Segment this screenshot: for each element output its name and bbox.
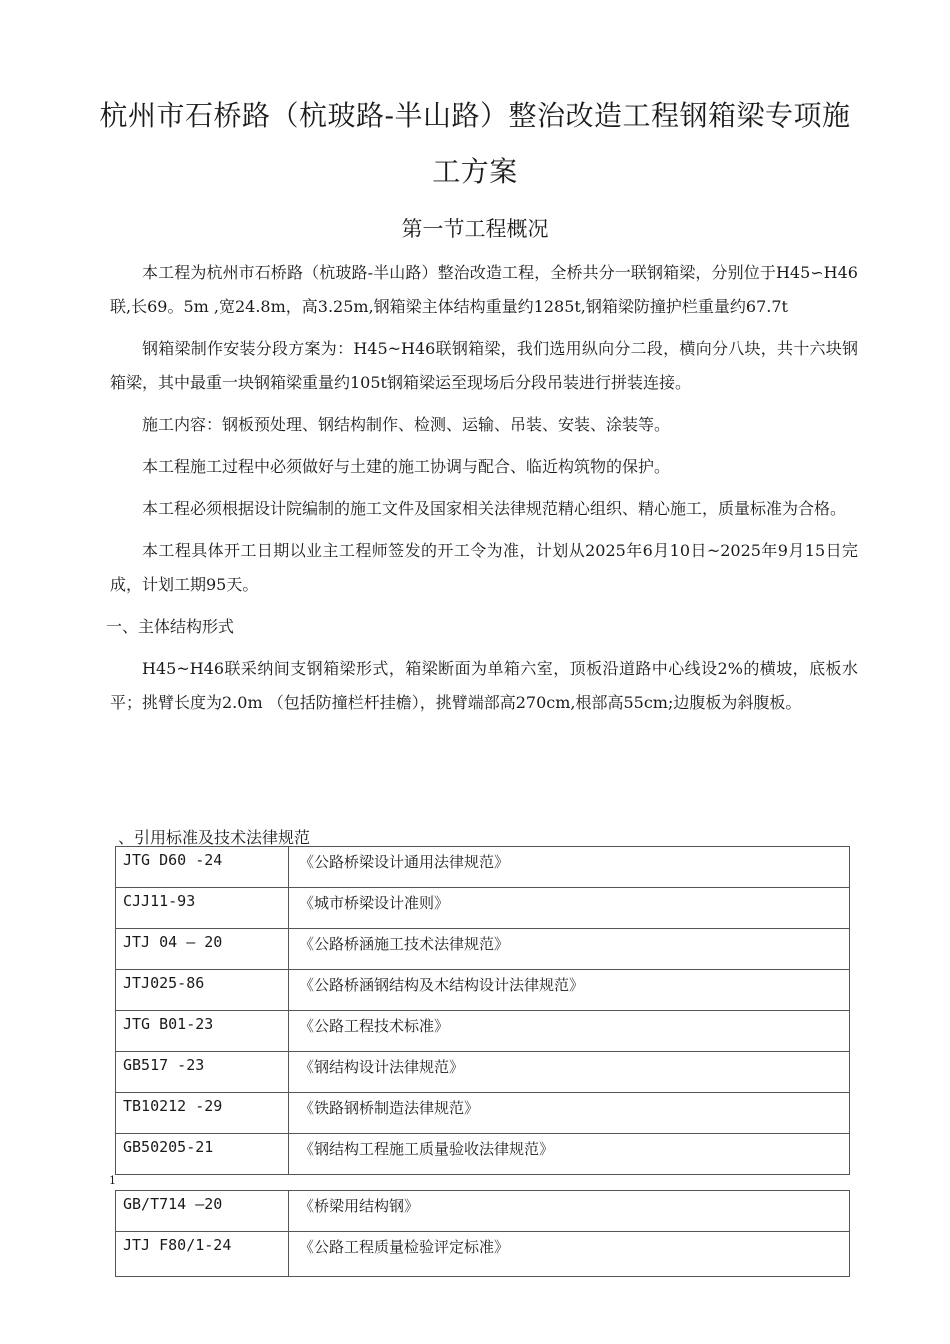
standards-table bbox=[115, 846, 850, 1175]
standards-table-continued bbox=[115, 1190, 850, 1277]
paragraph-coordination: 本工程施工过程中必须做好与土建的施工协调与配合、临近构筑物的保护。 bbox=[142, 457, 671, 476]
standard-name: 《钢结构工程施工质量验收法律规范》 bbox=[289, 1134, 850, 1175]
table-row bbox=[116, 970, 850, 1011]
standard-code: JTJ025-86 bbox=[116, 970, 289, 1011]
standard-code: GB50205-21 bbox=[116, 1134, 289, 1175]
paragraph-segmentation: 钢箱梁制作安装分段方案为：H45~H46联钢箱梁，我们选用纵向分二段，横向分八块，共十六块钢箱梁，其中最重一块钢箱梁重量约105t钢箱梁运至现场后分段吊装进行拼装连接。 bbox=[110, 339, 858, 392]
standard-code: JTG B01-23 bbox=[116, 1011, 289, 1052]
standard-name: 《公路桥涵施工技术法律规范》 bbox=[289, 929, 850, 970]
table-row bbox=[116, 1191, 850, 1232]
table-row bbox=[116, 888, 850, 929]
standard-code: GB/T714 —20 bbox=[116, 1191, 289, 1232]
table-row bbox=[116, 1052, 850, 1093]
table-row bbox=[116, 1093, 850, 1134]
table-row bbox=[116, 1134, 850, 1175]
title-line-2: 工方案 bbox=[432, 155, 518, 188]
standard-name: 《公路桥涵钢结构及木结构设计法律规范》 bbox=[289, 970, 850, 1011]
paragraph-structure: H45~H46联采纳间支钢箱梁形式，箱梁断面为单箱六室，顶板沿道路中心线设2%的横坡，底板水平；挑臂长度为2.0m （包括防撞栏杆挂檐），挑臂端部高270cm,根部高55cm;边腹板为斜腹板。 bbox=[110, 659, 858, 712]
paragraph-schedule: 本工程具体开工日期以业主工程师签发的开工令为准，计划从2025年6月10日~2025年9月15日完成，计划工期95天。 bbox=[110, 541, 858, 594]
section-heading: 第一节工程概况 bbox=[401, 217, 549, 241]
standard-code: JTG D60 -24 bbox=[116, 847, 289, 888]
table-row bbox=[116, 1232, 850, 1277]
table-row bbox=[116, 929, 850, 970]
standard-name: 《桥梁用结构钢》 bbox=[289, 1191, 850, 1232]
standard-name: 《钢结构设计法律规范》 bbox=[289, 1052, 850, 1093]
standard-name: 《铁路钢桥制造法律规范》 bbox=[289, 1093, 850, 1134]
paragraph-scope: 施工内容：钢板预处理、钢结构制作、检测、运输、吊装、安装、涂装等。 bbox=[142, 415, 671, 434]
table-caption: 、引用标准及技术法律规范 bbox=[118, 828, 311, 847]
standard-code: CJJ11-93 bbox=[116, 888, 289, 929]
standard-name: 《公路工程质量检验评定标准》 bbox=[289, 1232, 850, 1277]
paragraph-quality: 本工程必须根据设计院编制的施工文件及国家相关法律规范精心组织、精心施工，质量标准为合格。 bbox=[142, 499, 847, 518]
body-text bbox=[106, 256, 858, 728]
standard-name: 《公路工程技术标准》 bbox=[289, 1011, 850, 1052]
document-title bbox=[80, 88, 870, 200]
table-row bbox=[116, 847, 850, 888]
standard-code: JTJ 04 — 20 bbox=[116, 929, 289, 970]
standard-code: TB10212 -29 bbox=[116, 1093, 289, 1134]
standard-name: 《城市桥梁设计准则》 bbox=[289, 888, 850, 929]
subheading-structure: 一、主体结构形式 bbox=[106, 617, 235, 636]
standard-code: JTJ F80/1-24 bbox=[116, 1232, 289, 1277]
standard-name: 《公路桥梁设计通用法律规范》 bbox=[289, 847, 850, 888]
standard-code: GB517 -23 bbox=[116, 1052, 289, 1093]
page-number: 1 bbox=[109, 1174, 116, 1187]
paragraph-overview: 本工程为杭州市石桥路（杭玻路-半山路）整治改造工程，全桥共分一联钢箱梁，分别位于H45∽H46联,长69。5m ,宽24.8m，高3.25m,钢箱梁主体结构重量约1285t,钢箱梁防撞护栏重量约67.7t bbox=[110, 263, 858, 316]
title-line-1: 杭州市石桥路（杭玻路-半山路）整治改造工程钢箱梁专项施 bbox=[99, 99, 851, 132]
table-row bbox=[116, 1011, 850, 1052]
